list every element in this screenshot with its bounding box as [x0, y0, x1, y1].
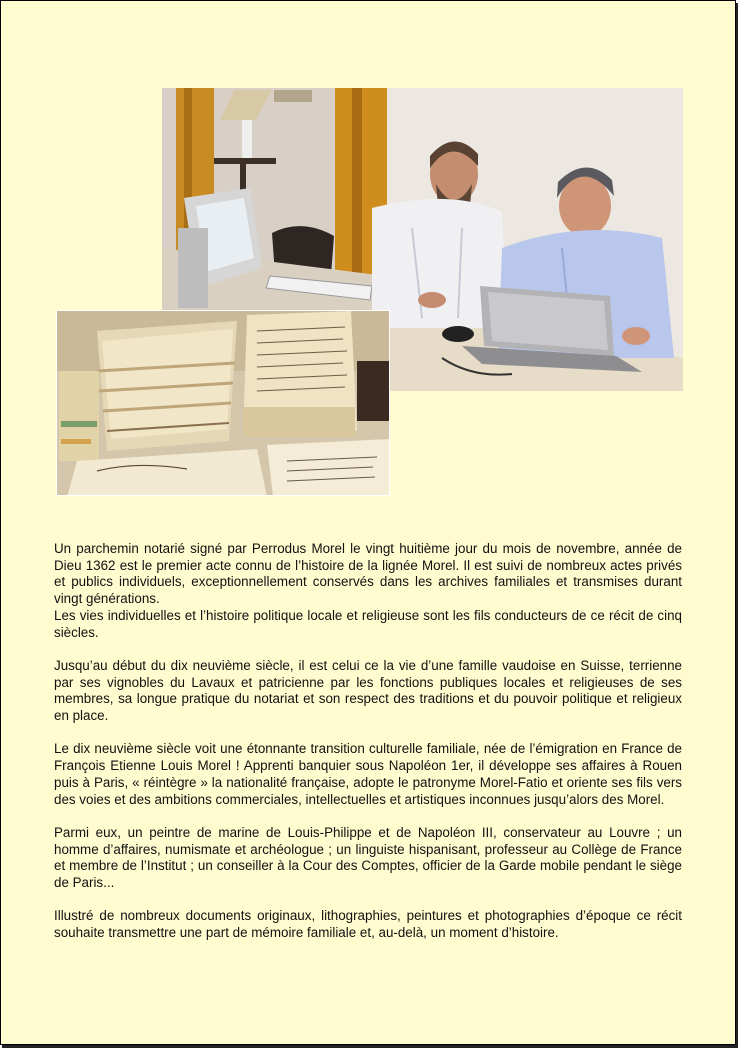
- bundled-old-manuscripts-photo: [56, 310, 390, 496]
- paragraph: Les vies individuelles et l’histoire politique locale et religieuse sont les fils conducteurs de ce récit de cinq siècles.: [54, 607, 682, 640]
- paragraph: Parmi eux, un peintre de marine de Louis-Philippe et de Napoléon III, conservateur au Louvre ; un homme d’affaires, numismate et archéologue ; un linguiste hispanisant, professeur au Collège de France et membre de l’Institut ; un conseiller à la Cour des Comptes, officier de la Garde mobile pendant le siège de Paris...: [54, 824, 682, 891]
- paragraph: Un parchemin notarié signé par Perrodus Morel le vingt huitième jour du mois de novembre, année de Dieu 1362 est le premier acte connu de l’histoire de la lignée Morel. Il est suivi de nombreux actes privés et publics individuels, exceptionnellement conservés dans les archives familiales et transmises durant vingt générations.: [54, 541, 682, 607]
- body-text: [54, 541, 682, 959]
- paragraph: Le dix neuvième siècle voit une étonnante transition culturelle familiale, née de l’émigration en France de François Etienne Louis Morel ! Apprenti banquier sous Napoléon 1er, il développe ses affaires à Rouen puis à Paris, « réintègre » la nationalité française, adopte le patronyme Morel-Fatio et oriente ses fils vers des voies et des ambitions commerciales, intellectuelles et artistiques inconnues jusqu’alors des Morel.: [54, 741, 682, 807]
- paragraph: Illustré de nombreux documents originaux, lithographies, peintures et photographies d’époque ce récit souhaite transmettre une part de mémoire familiale et, au-delà, un moment d’histoire.: [54, 908, 682, 941]
- paragraph: Jusqu’au début du dix neuvième siècle, il est celui ce la vie d’une famille vaudoise en Suisse, terrienne par ses vignobles du Lavaux et patricienne par les fonctions publiques locales et religieuses de ses membres, sa longue pratique du notariat et son respect des traditions et du pouvoir politique et religieux en place.: [54, 657, 682, 724]
